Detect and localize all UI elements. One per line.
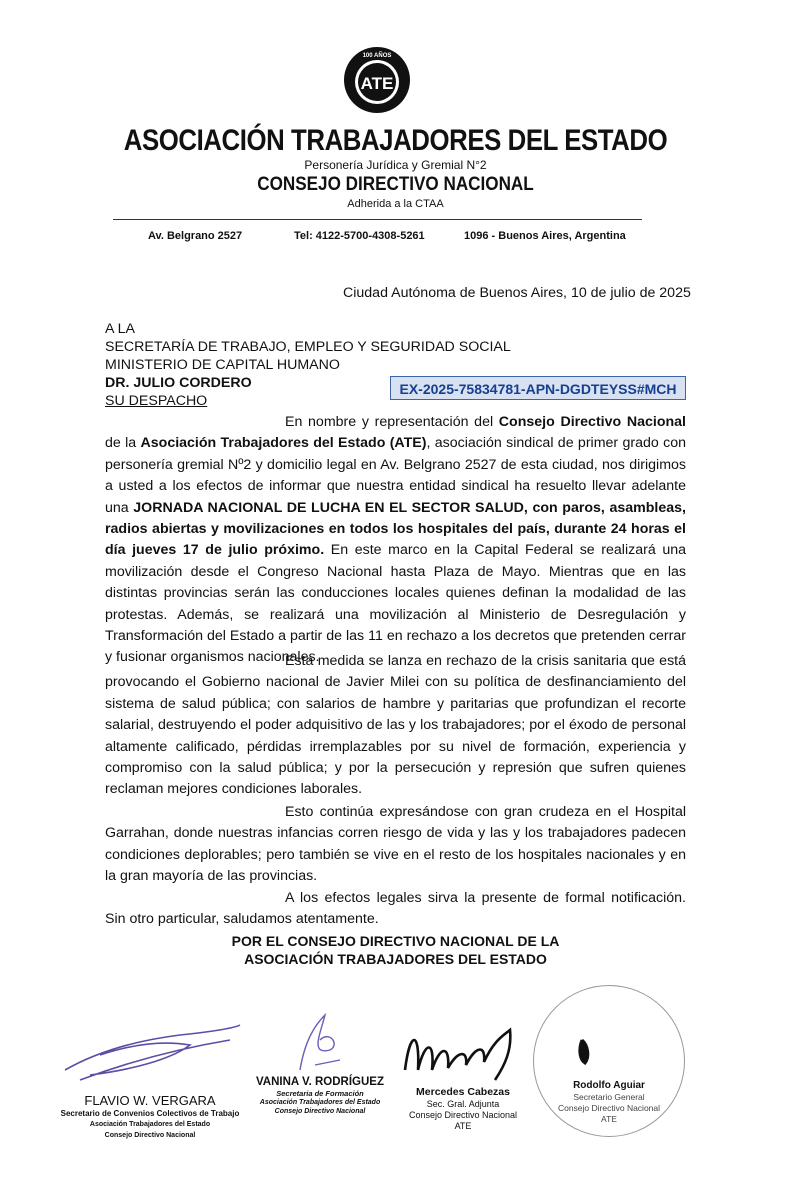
signature-cabezas [400, 1020, 525, 1090]
signature-block-cabezas [392, 1086, 534, 1132]
header-phone: Tel: 4122-5700-4308-5261 [294, 230, 425, 242]
p1-text-b: Consejo Directivo Nacional [498, 414, 686, 430]
signer-name: Rodolfo Aguiar [573, 1080, 645, 1091]
paragraph-4 [105, 888, 686, 931]
recipient-name: DR. JULIO CORDERO [105, 375, 252, 391]
signer-council: Consejo Directivo Nacional [408, 1110, 518, 1120]
p1-text-e: , asociación sindical de primer grado con personería gremial Nº2 y domicilio legal en Av. Belgrano 2527 de esta ciudad, nos dirigimos a usted a los efectos de informar que nuestra entidad sindical ha resuelto llevar adelante una [105, 435, 686, 516]
org-name: ASOCIACIÓN TRABAJADORES DEL ESTADO [123, 124, 668, 157]
signer-council: Consejo Directivo Nacional [104, 1132, 196, 1139]
paragraph-2 [105, 651, 686, 801]
council-name: CONSEJO DIRECTIVO NACIONAL [257, 174, 534, 195]
signer-org: ATE [601, 1114, 617, 1124]
paragraph-1 [105, 412, 686, 669]
p3-text: Esto continúa expresándose con gran crudeza en el Hospital Garrahan, donde nuestras infancias corren riesgo de vida y las y los trabajadores padecen condiciones deplorables; pero también se vive en el resto de los hospitales nacionales y en la gran mayoría de las provincias. [105, 804, 686, 885]
signer-name: VANINA V. RODRÍGUEZ [255, 1076, 384, 1088]
signer-org: Asociación Trabajadores del Estado [259, 1099, 381, 1106]
logo-ring-text: 100 AÑOS [362, 53, 392, 59]
expediente-number: EX-2025-75834781-APN-DGDTEYSS#MCH [390, 376, 686, 400]
signature-vergara [60, 1010, 250, 1095]
closing-line-1: POR EL CONSEJO DIRECTIVO NACIONAL DE LA [231, 933, 560, 949]
header-divider [113, 219, 642, 220]
p1-text-a: En nombre y representación del [285, 414, 499, 430]
signature-aguiar [570, 1035, 600, 1070]
signer-name: Mercedes Cabezas [416, 1086, 510, 1098]
signer-role: Secretario General [573, 1092, 645, 1102]
closing-line-2: ASOCIACIÓN TRABAJADORES DEL ESTADO [244, 951, 547, 967]
signer-role: Sec. Gral. Adjunta [426, 1099, 500, 1109]
signer-org: ATE [454, 1121, 472, 1131]
header-address: Av. Belgrano 2527 [148, 230, 243, 242]
recipient-line1: A LA [105, 321, 135, 337]
date-line: Ciudad Autónoma de Buenos Aires, 10 de julio de 2025 [343, 285, 691, 301]
recipient-line3: MINISTERIO DE CAPITAL HUMANO [105, 357, 340, 373]
affiliation: Adherida a la CTAA [347, 198, 444, 210]
signature-rodriguez [270, 1010, 370, 1080]
signature-block-vergara [55, 1093, 245, 1141]
logo-text: ATE [360, 74, 394, 93]
legal-status: Personería Jurídica y Gremial N°2 [304, 158, 487, 172]
p1-text-d: Asociación Trabajadores del Estado (ATE) [140, 435, 427, 452]
p2-text: Esta medida se lanza en rechazo de la crisis sanitaria que está provocando el Gobierno nacional de Javier Milei con su política de desfinanciamiento del sistema de salud pública; con salarios de hambre y paritarias que profundizan el recorte salarial, destruyendo el poder adquisitivo de las y los trabajadores; por el éxodo de personal altamente calificado, pérdidas irremplazables por su nivel de formación, experiencia y compromiso con la salud pública; y por la persecución y represión que sufren quienes reclaman mejores condiciones laborales. [105, 653, 686, 798]
signer-org: Asociación Trabajadores del Estado [89, 1121, 211, 1128]
ate-logo [342, 44, 412, 116]
p4-text: A los efectos legales sirva la presente de formal notificación. Sin otro particular, saludamos atentamente. [105, 890, 686, 928]
recipient-office: SU DESPACHO [105, 393, 208, 409]
p1-text-g: En este marco en la Capital Federal se realizará una movilización desde el Congreso Nacional hasta Plaza de Mayo. Mientras que en las distintas provincias serán las conducciones locales quienes definan la modalidad de las protestas. Además, se realizará una movilización al Ministerio de Desregulación y Transformación del Estado a partir de las 11 en rechazo a los decretos que pretenden cerrar y fusionar organismos nacionales. [105, 542, 686, 666]
signer-role: Secretaria de Formación [276, 1089, 364, 1098]
signer-council: Consejo Directivo Nacional [274, 1108, 366, 1115]
signer-role: Secretario de Convenios Colectivos de Trabajo [60, 1109, 240, 1118]
signature-block-aguiar [544, 1079, 674, 1125]
recipient-line2: SECRETARÍA DE TRABAJO, EMPLEO Y SEGURIDAD SOCIAL [105, 339, 511, 355]
signer-council: Consejo Directivo Nacional [557, 1103, 661, 1113]
p1-text-c: de la [105, 435, 141, 452]
p1-text-f: JORNADA NACIONAL DE LUCHA EN EL SECTOR SALUD, con paros, asambleas, radios abiertas y movilizaciones en todos los hospitales del país, durante 24 horas el día jueves 17 de julio próximo. [105, 499, 686, 559]
paragraph-3 [105, 802, 686, 888]
header-city: 1096 - Buenos Aires, Argentina [464, 230, 626, 242]
signer-name: FLAVIO W. VERGARA [84, 1093, 216, 1108]
signature-block-rodriguez [250, 1076, 390, 1116]
